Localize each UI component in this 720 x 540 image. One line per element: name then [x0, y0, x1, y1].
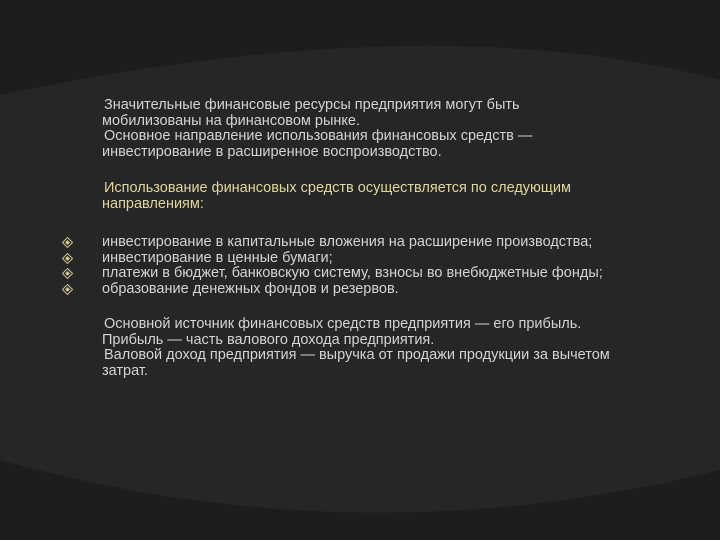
paragraph-text: Основной источник финансовых средств предприятия — его прибыль. Прибыль — часть валового дохода предприятия. — [102, 316, 582, 348]
paragraph-text: Значительные финансовые ресурсы предприятия могут быть мобилизованы на финансовом рынке. — [102, 97, 520, 129]
diamond-bullet-icon — [62, 268, 73, 279]
list-item — [62, 282, 622, 298]
list-item-text: инвестирование в ценные бумаги; — [102, 249, 333, 266]
list-item-text: инвестирование в капитальные вложения на расширение производства; — [102, 234, 593, 250]
list-item-text: платежи в бюджет, банковскую систему, взносы во внебюджетные фонды; — [102, 265, 603, 281]
list-item — [62, 235, 622, 251]
slide-content — [62, 98, 622, 379]
list-item — [62, 251, 622, 267]
paragraph-financial-resources — [62, 98, 622, 160]
paragraph-usage-directions — [62, 181, 622, 212]
diamond-bullet-icon — [62, 284, 73, 295]
list-item-text: образование денежных фондов и резервов. — [102, 280, 399, 297]
diamond-bullet-icon — [62, 253, 73, 264]
list-item — [62, 266, 622, 282]
diamond-bullet-icon — [62, 237, 73, 248]
paragraph-profit-source — [62, 317, 622, 379]
paragraph-text: Основное направление использования финансовых средств — инвестирование в расширенное воспроизводство. — [102, 128, 533, 160]
directions-list — [62, 235, 622, 297]
paragraph-text: Валовой доход предприятия — выручка от продажи продукции за вычетом затрат. — [102, 347, 610, 379]
paragraph-text: Использование финансовых средств осуществляется по следующим направлениям: — [102, 180, 571, 212]
